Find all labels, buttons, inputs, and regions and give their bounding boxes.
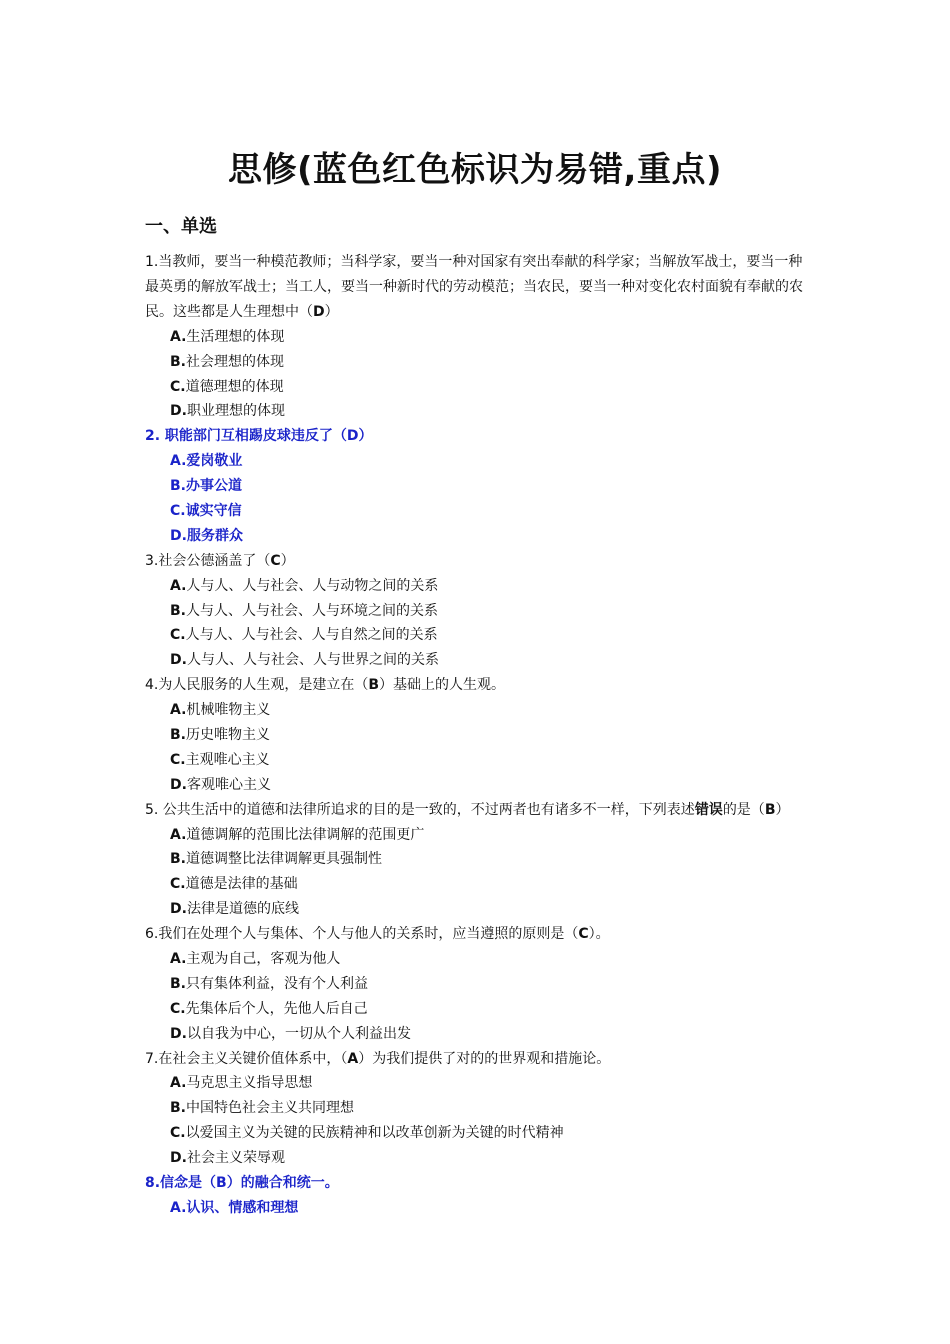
question-5: 5. 公共生活中的道德和法律所追求的目的是一致的，不过两者也有诸多不一样，下列表述错误的是（B）	[145, 801, 790, 818]
question-1-text: 1.当教师，要当一种模范教师；当科学家，要当一种对国家有突出奉献的科学家；当解放军战士，要当一种最英勇的解放军战士；当工人，要当一种新时代的劳动模范；当农民，要当一种对变化农村面貌有奉献的农民。这些都是人生理想中（	[145, 254, 803, 320]
question-4: 4.为人民服务的人生观，是建立在（B）基础上的人生观。	[145, 677, 506, 694]
option: A.生活理想的体现	[170, 328, 285, 345]
option: A.认识、情感和理想	[170, 1199, 299, 1216]
option: A.机械唯物主义	[170, 702, 271, 719]
option: C.主观唯心主义	[170, 751, 270, 768]
option: D.人与人、人与社会、人与世界之间的关系	[170, 652, 439, 669]
option: B.社会理想的体现	[170, 353, 284, 370]
option: C.诚实守信	[170, 502, 242, 519]
option: B.只有集体利益，没有个人利益	[170, 975, 368, 992]
option: C.道德理想的体现	[170, 378, 284, 395]
option: D.职业理想的体现	[170, 403, 285, 420]
section-heading: 一、单选	[145, 216, 217, 237]
question-1: 1.当教师，要当一种模范教师；当科学家，要当一种对国家有突出奉献的科学家；当解放军战士，要当一种最英勇的解放军战士；当工人，要当一种新时代的劳动模范；当农民，要当一种对变化农村面貌有奉献的农民。这些都是人生理想中（D）	[145, 254, 803, 320]
question-4-answer: B	[368, 677, 380, 694]
option: A.道德调解的范围比法律调解的范围更广	[170, 826, 425, 843]
option: D.法律是道德的底线	[170, 901, 299, 918]
question-5-emphasis: 错误	[694, 801, 723, 818]
option: C.道德是法律的基础	[170, 876, 298, 893]
option: C.以爱国主义为关键的民族精神和以改革创新为关键的时代精神	[170, 1125, 564, 1142]
question-list	[145, 250, 810, 1221]
question-2: 2. 职能部门互相踢皮球违反了（D）	[145, 428, 373, 445]
question-7: 7.在社会主义关键价值体系中，（A）为我们提供了对的的世界观和措施论。	[145, 1050, 611, 1067]
question-6: 6.我们在处理个人与集体、个人与他人的关系时，应当遵照的原则是（C）。	[145, 926, 610, 943]
option: D.社会主义荣辱观	[170, 1150, 285, 1167]
option: A.爱岗敬业	[170, 453, 243, 470]
question-3: 3.社会公德涵盖了（C）	[145, 552, 295, 569]
option: A.人与人、人与社会、人与动物之间的关系	[170, 577, 439, 594]
question-1-answer: D	[313, 303, 325, 320]
option: A.主观为自己，客观为他人	[170, 950, 341, 967]
option: D.服务群众	[170, 527, 243, 544]
question-7-answer: A	[347, 1050, 359, 1067]
option: D.客观唯心主义	[170, 776, 271, 793]
option: B.中国特色社会主义共同理想	[170, 1100, 354, 1117]
question-6-answer: C	[578, 926, 589, 943]
option: B.办事公道	[170, 478, 242, 495]
page-title: 思修(蓝色红色标识为易错,重点)	[228, 150, 722, 190]
option: B.人与人、人与社会、人与环境之间的关系	[170, 602, 438, 619]
question-8: 8.信念是（B）的融合和统一。	[145, 1175, 339, 1191]
option: C.先集体后个人，先他人后自己	[170, 1000, 368, 1017]
option: A.马克思主义指导思想	[170, 1075, 313, 1092]
option: B.道德调整比法律调解更具强制性	[170, 851, 382, 868]
option: D.以自我为中心，一切从个人利益出发	[170, 1025, 411, 1042]
option: B.历史唯物主义	[170, 726, 270, 743]
question-3-answer: C	[270, 552, 281, 569]
option: C.人与人、人与社会、人与自然之间的关系	[170, 627, 438, 644]
question-5-answer: B	[764, 801, 776, 818]
